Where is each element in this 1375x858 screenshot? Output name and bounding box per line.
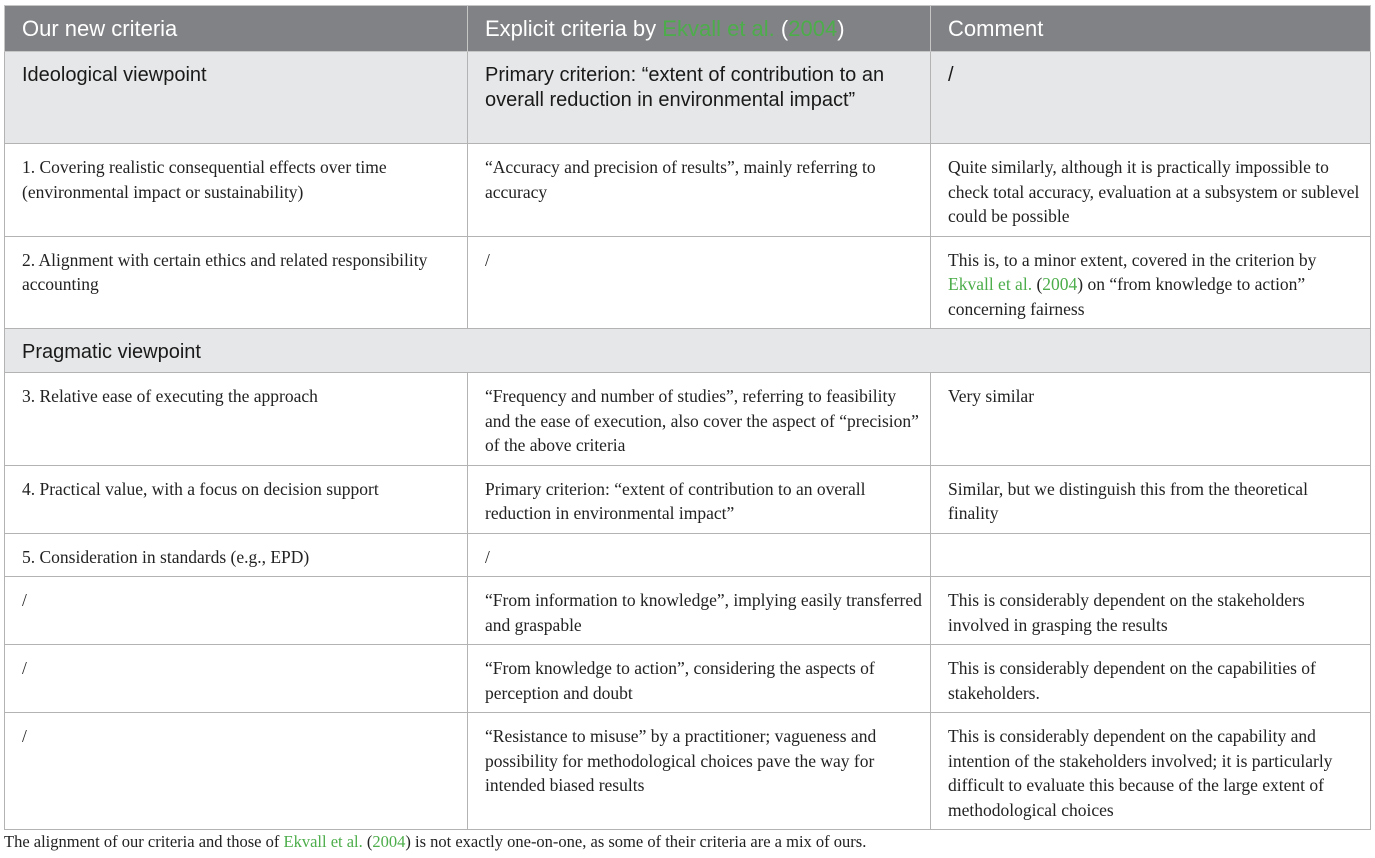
footnote-ref-year-link[interactable]: 2004 (372, 832, 406, 851)
header-explicit-criteria: Explicit criteria by Ekvall et al. (2004) (468, 6, 931, 52)
cell-explicit-criterion: “Accuracy and precision of results”, mainly referring to accuracy (468, 144, 931, 237)
table-row (5, 533, 1371, 577)
cell-comment: This is considerably dependent on the capabilities of stakeholders. (931, 645, 1371, 713)
footnote-text-before: The alignment of our criteria and those of (4, 832, 284, 851)
cell-our-criterion: 3. Relative ease of executing the approach (5, 373, 468, 466)
cell-comment: This is considerably dependent on the capability and intention of the stakeholders involved; it is particularly difficult to evaluate this because of the large extent of methodological choices (931, 713, 1371, 830)
table-row (5, 465, 1371, 533)
table-footnote: The alignment of our criteria and those of Ekvall et al. (2004) is not exactly one-on-one, as some of their criteria are a mix of ours. (4, 832, 867, 851)
cell-explicit-criterion: / (468, 236, 931, 329)
table-row (5, 144, 1371, 237)
cell-explicit-criterion: / (468, 533, 931, 577)
cell-comment: Similar, but we distinguish this from the theoretical finality (931, 465, 1371, 533)
table-row (5, 577, 1371, 645)
table-row (5, 373, 1371, 466)
cell-comment: Quite similarly, although it is practically impossible to check total accuracy, evaluation at a subsystem or sublevel could be possible (931, 144, 1371, 237)
header-our-new-criteria: Our new criteria (5, 6, 468, 52)
comment-ref-authors-link[interactable]: Ekvall et al. (948, 274, 1033, 294)
cell-our-criterion: / (5, 713, 468, 830)
cell-comment: This is considerably dependent on the stakeholders involved in grasping the results (931, 577, 1371, 645)
comment-text-after: on “from knowledge to action” concerning fairness (948, 274, 1306, 319)
cell-explicit-criterion: “From knowledge to action”, considering the aspects of perception and doubt (468, 645, 931, 713)
ideological-comment: / (931, 52, 1371, 144)
cell-our-criterion: 4. Practical value, with a focus on decision support (5, 465, 468, 533)
table-row (5, 236, 1371, 329)
cell-our-criterion: 1. Covering realistic consequential effects over time (environmental impact or sustainability) (5, 144, 468, 237)
table-row (5, 713, 1371, 830)
comment-text-before: This is, to a minor extent, covered in the criterion by (948, 249, 1317, 270)
header-row (5, 6, 1371, 52)
cell-our-criterion: 2. Alignment with certain ethics and related responsibility accounting (5, 236, 468, 329)
header-ref-year-link[interactable]: 2004 (788, 16, 838, 41)
cell-our-criterion: / (5, 645, 468, 713)
header-comment: Comment (931, 6, 1371, 52)
header-ref-authors-link[interactable]: Ekvall et al. (662, 16, 775, 41)
cell-explicit-criterion: “Resistance to misuse” by a practitioner; vagueness and possibility for methodological choices pave the way for intended biased results (468, 713, 931, 830)
section-row-ideological (5, 52, 1371, 144)
header-explicit-prefix: Explicit criteria by (485, 16, 663, 41)
ideological-primary-criterion: Primary criterion: “extent of contribution to an overall reduction in environmental impact” (468, 52, 931, 144)
comment-ref-year-link[interactable]: 2004 (1042, 274, 1078, 294)
cell-comment: Very similar (931, 373, 1371, 466)
section-title-ideological: Ideological viewpoint (5, 52, 468, 144)
section-title-pragmatic: Pragmatic viewpoint (5, 329, 1371, 373)
criteria-comparison-table (4, 5, 1371, 830)
table-row (5, 645, 1371, 713)
cell-explicit-criterion: “Frequency and number of studies”, referring to feasibility and the ease of execution, also cover the aspect of “precision” of the above criteria (468, 373, 931, 466)
footnote-ref-authors-link[interactable]: Ekvall et al. (283, 832, 363, 851)
cell-explicit-criterion: Primary criterion: “extent of contribution to an overall reduction in environmental impact” (468, 465, 931, 533)
footnote-text-after: is not exactly one-on-one, as some of their criteria are a mix of ours. (410, 832, 867, 851)
cell-our-criterion: / (5, 577, 468, 645)
cell-comment: This is, to a minor extent, covered in the criterion by Ekvall et al. (2004) on “from knowledge to action” concerning fairness (931, 236, 1371, 329)
cell-our-criterion: 5. Consideration in standards (e.g., EPD) (5, 533, 468, 577)
section-row-pragmatic (5, 329, 1371, 373)
cell-comment (931, 533, 1371, 577)
cell-explicit-criterion: “From information to knowledge”, implying easily transferred and graspable (468, 577, 931, 645)
